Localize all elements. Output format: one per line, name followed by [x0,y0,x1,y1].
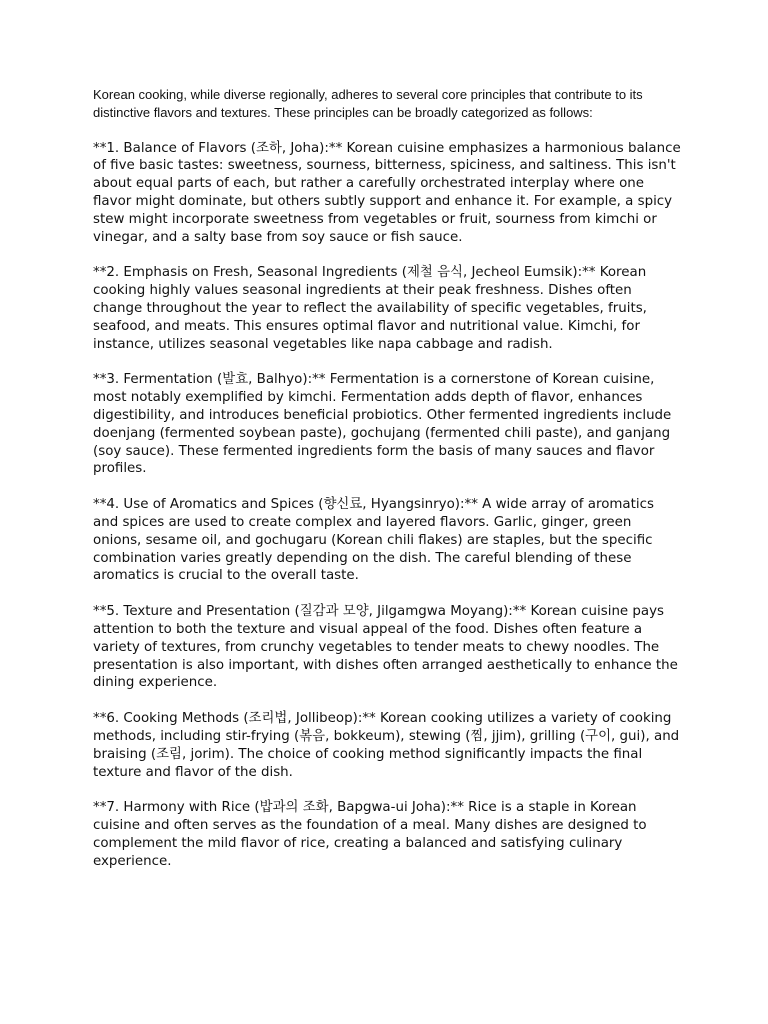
principle-5-paragraph: **5. Texture and Presentation (질감과 모양, Jilgamgwa Moyang):** Korean cuisine pays attention to both the texture and visual appeal of the food. Dishes often feature a variety of textures, from crunchy vegetables to tender meats to chewy noodles. The presentation is also important, with dishes often arranged aesthetically to enhance the dining experience. [93,604,678,691]
principle-4-paragraph: **4. Use of Aromatics and Spices (향신료, Hyangsinryo):** A wide array of aromatics and spices are used to create complex and layered flavors. Garlic, ginger, green onions, sesame oil, and gochugaru (Korean chili flakes) are staples, but the specific combination varies greatly depending on the dish. The careful blending of these aromatics is crucial to the overall taste. [93,497,654,584]
principle-6-paragraph: **6. Cooking Methods (조리법, Jollibeop):** Korean cooking utilizes a variety of cooking methods, including stir-frying (볶음, bokkeum), stewing (찜, jjim), grilling (구이, gui), and braising (조림, jorim). The choice of cooking method significantly impacts the final texture and flavor of the dish. [93,711,680,780]
principle-2-paragraph: **2. Emphasis on Fresh, Seasonal Ingredients (제철 음식, Jecheol Eumsik):** Korean cooking highly values seasonal ingredients at their peak freshness. Dishes often change throughout the year to reflect the availability of specific vegetables, fruits, seafood, and meats. This ensures optimal flavor and nutritional value. Kimchi, for instance, utilizes seasonal vegetables like napa cabbage and radish. [93,265,647,352]
principle-7-paragraph: **7. Harmony with Rice (밥과의 조화, Bapgwa-ui Joha):** Rice is a staple in Korean cuisine and often serves as the foundation of a meal. Many dishes are designed to complement the mild flavor of rice, creating a balanced and satisfying culinary experience. [93,800,647,869]
document-page [93,86,683,888]
principle-3-paragraph: **3. Fermentation (발효, Balhyo):** Fermentation is a cornerstone of Korean cuisine, most notably exemplified by kimchi. Fermentation adds depth of flavor, enhances digestibility, and introduces beneficial probiotics. Other fermented ingredients include doenjang (fermented soybean paste), gochujang (fermented chili paste), and ganjang (soy sauce). These fermented ingredients form the basis of many sauces and flavor profiles. [93,372,672,477]
principle-1-paragraph: **1. Balance of Flavors (조하, Joha):** Korean cuisine emphasizes a harmonious balance of five basic tastes: sweetness, sourness, bitterness, spiciness, and saltiness. This isn't about equal parts of each, but rather a carefully orchestrated interplay where one flavor might dominate, but others subtly support and enhance it. For example, a spicy stew might incorporate sweetness from vegetables or fruit, sourness from kimchi or vinegar, and a salty base from soy sauce or fish sauce. [93,140,681,245]
intro-paragraph: Korean cooking, while diverse regionally, adheres to several core principles that contribute to its distinctive flavors and textures. These principles can be broadly categorized as follows: [93,87,643,120]
